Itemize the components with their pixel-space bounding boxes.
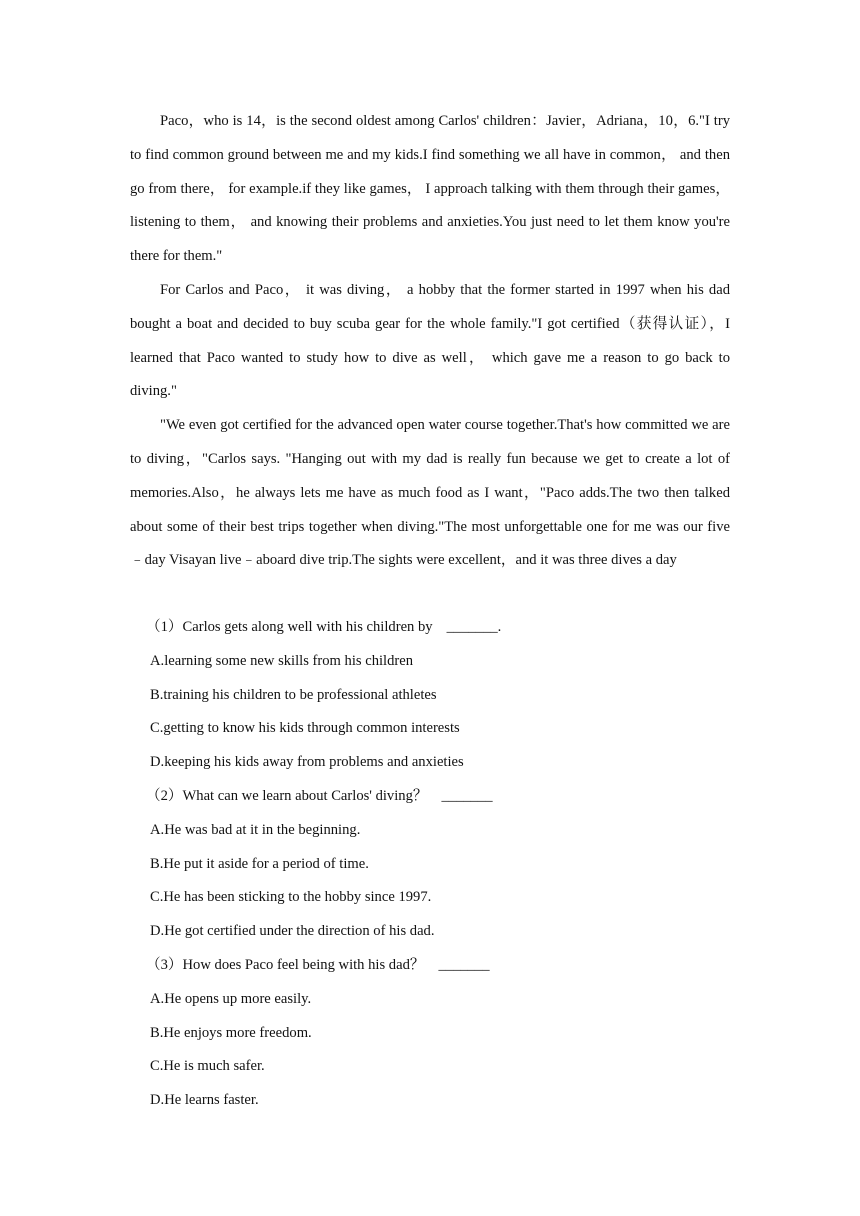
question-3-option-b: B.He enjoys more freedom. (150, 1024, 312, 1041)
question-1-option-c: C.getting to know his kids through common interests (150, 720, 460, 737)
question-3-option-d: D.He learns faster. (150, 1092, 259, 1109)
question-2-stem (146, 780, 730, 814)
question-1-option-d: D.keeping his kids away from problems and anxieties (150, 754, 464, 771)
question-3-option-c: C.He is much safer. (150, 1058, 265, 1075)
passage-paragraph: Paco，who is 14，is the second oldest among Carlos' children：Javier，Adriana，10，6."I try to find common ground between me and my kids.I find something we all have in common， and then go from there， for example.if they like games， I approach talking with them through their games， listening to them， and knowing their problems and anxieties.You just need to let them know you're there for them." (130, 113, 730, 265)
answer-blank: _______ (441, 787, 493, 804)
question-1-option-a: A.learning some new skills from his children (150, 652, 414, 669)
question-number: （3） (146, 956, 183, 973)
question-2-option-d: D.He got certified under the direction of his dad. (150, 923, 435, 940)
question-number: （2） (146, 787, 183, 804)
question-3-option-a: A.He opens up more easily. (150, 990, 312, 1007)
question-3-stem (146, 949, 730, 983)
answer-blank: _______ (438, 956, 490, 973)
question-text: How does Paco feel being with his dad？ (182, 956, 425, 973)
reading-passage (130, 105, 730, 578)
question-2-option-b: B.He put it aside for a period of time. (150, 855, 369, 872)
question-2-option-a: A.He was bad at it in the beginning. (150, 821, 361, 838)
question-list (146, 611, 730, 1118)
passage-paragraph: "We even got certified for the advanced open water course together.That's how committed we are to diving，"Carlos says. "Hanging out with my dad is really fun because we get to create a lot of memories.Also，he always lets me have as much food as I want，"Paco adds.The two then talked about some of their best trips together when diving."The most unforgettable one for me was our five﹣day Visayan live﹣aboard dive trip.The sights were excellent，and it was three dives a day (130, 417, 730, 569)
question-1-stem (146, 611, 730, 645)
question-text: Carlos gets along well with his children by (182, 619, 433, 635)
passage-paragraph: For Carlos and Paco， it was diving， a hobby that the former started in 1997 when his dad bought a boat and decided to buy scuba gear for the whole family."I got certified（获得认证），I learned that Paco wanted to study how to dive as well， which gave me a reason to go back to diving." (130, 281, 730, 400)
question-number: （1） (146, 619, 183, 635)
question-1-option-b: B.training his children to be professional athletes (150, 686, 437, 703)
question-2-option-c: C.He has been sticking to the hobby since 1997. (150, 889, 432, 906)
answer-blank: _______. (446, 619, 502, 635)
question-text: What can we learn about Carlos' diving？ (182, 787, 428, 804)
